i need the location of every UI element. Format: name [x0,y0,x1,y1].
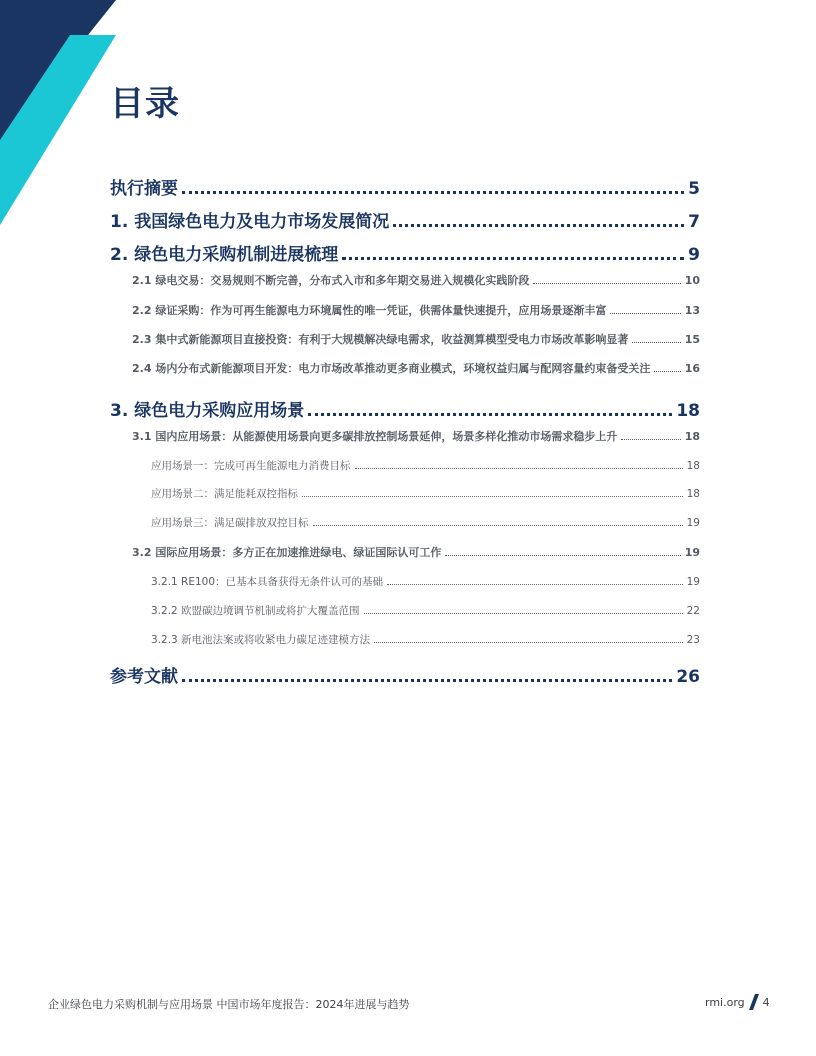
toc-entry-page: 5 [688,179,700,199]
toc-entry-page: 13 [684,304,700,317]
toc-leader-dots [313,525,683,526]
toc-leader-dots [364,613,683,614]
footer-page-info [705,994,770,1010]
toc-entry-executive-summary[interactable] [110,174,700,199]
toc-entry-chapter-2[interactable] [110,240,700,265]
toc-entry-section-2-1[interactable] [132,272,700,288]
toc-entry-section-2-3[interactable] [132,331,700,347]
slash-icon [749,994,759,1010]
footer-site[interactable]: rmi.org [705,995,745,1009]
toc-leader-dots [302,496,683,497]
toc-entry-chapter-1[interactable] [110,207,700,232]
toc-entry-chapter-3[interactable] [110,396,700,421]
toc-leader-dots [182,679,672,682]
toc-entry-page: 7 [688,212,700,232]
toc-entry-page: 19 [684,546,700,559]
toc-entry-label: 3.2 国际应用场景：多方正在加速推进绿电、绿证国际认可工作 [132,546,442,559]
toc-entry-page: 18 [684,430,700,443]
toc-leader-dots [621,439,680,440]
toc-entry-page: 19 [686,576,700,588]
toc-entry-label: 2.2 绿证采购：作为可再生能源电力环境属性的唯一凭证，供需体量快速提升，应用场景逐渐丰富 [132,304,607,317]
toc-leader-dots [355,468,683,469]
toc-entry-label: 3.2.3 新电池法案或将收紧电力碳足迹建模方法 [151,634,371,646]
toc-leader-dots [393,224,684,227]
toc-entry-page: 18 [686,488,700,500]
toc-entry-label: 1. 我国绿色电力及电力市场发展简况 [110,212,390,232]
toc-entry-label: 3. 绿色电力采购应用场景 [110,401,305,421]
toc-entry-label: 应用场景一：完成可再生能源电力消费目标 [151,460,351,472]
footer-page-number: 4 [762,995,770,1009]
footer-report-title: 企业绿色电力采购机制与应用场景 中国市场年度报告：2024年进展与趋势 [48,998,410,1011]
toc-leader-dots [632,342,680,343]
toc-entry-label: 3.1 国内应用场景：从能源使用场景向更多碳排放控制场景延伸，场景多样化推动市场需求稳步上升 [132,430,618,443]
toc-entry-page: 26 [676,667,700,687]
toc-entry-section-3-2-1[interactable] [151,574,700,589]
toc-entry-references[interactable] [110,662,700,687]
toc-leader-dots [387,584,683,585]
toc-entry-section-3-2-2[interactable] [151,603,700,618]
toc-entry-page: 18 [686,460,700,472]
toc-leader-dots [374,642,683,643]
toc-entry-label: 应用场景二：满足能耗双控指标 [151,488,298,500]
toc-entry-section-3-1[interactable] [132,428,700,444]
toc-leader-dots [533,283,680,284]
toc-entry-scenario-3[interactable] [151,515,700,530]
toc-entry-label: 2.3 集中式新能源项目直接投资：有利于大规模解决绿电需求，收益测算模型受电力市场改革影响显著 [132,333,629,346]
toc-entry-scenario-2[interactable] [151,486,700,501]
toc-leader-dots [654,371,680,372]
toc-entry-section-3-2[interactable] [132,544,700,560]
toc-entry-label: 3.2.2 欧盟碳边境调节机制或将扩大覆盖范围 [151,605,360,617]
toc-leader-dots [182,191,684,194]
toc-entry-page: 10 [684,274,700,287]
toc-entry-page: 22 [686,605,700,617]
toc-entry-label: 3.2.1 RE100：已基本具备获得无条件认可的基础 [151,576,384,588]
toc-entry-page: 18 [676,401,700,421]
toc-entry-page: 23 [686,634,700,646]
toc-entry-page: 16 [684,362,700,375]
toc-entry-label: 2.1 绿电交易：交易规则不断完善，分布式入市和多年期交易进入规模化实践阶段 [132,274,530,287]
toc-entry-label: 应用场景三：满足碳排放双控目标 [151,517,309,529]
toc-leader-dots [445,555,680,556]
toc-entry-label: 2.4 场内分布式新能源项目开发：电力市场改革推动更多商业模式，环境权益归属与配网容量约束备受关注 [132,362,651,375]
toc-entry-page: 15 [684,333,700,346]
page-title: 目录 [110,84,180,124]
toc-entry-section-2-4[interactable] [132,360,700,376]
toc-entry-label: 2. 绿色电力采购机制进展梳理 [110,245,339,265]
toc-entry-page: 19 [686,517,700,529]
toc-entry-scenario-1[interactable] [151,458,700,473]
toc-leader-dots [610,313,680,314]
toc-leader-dots [308,413,672,416]
toc-leader-dots [342,257,684,260]
toc-entry-section-2-2[interactable] [132,302,700,318]
toc-entry-page: 9 [688,245,700,265]
toc-entry-label: 参考文献 [110,667,178,687]
toc-entry-section-3-2-3[interactable] [151,632,700,647]
toc-entry-label: 执行摘要 [110,179,178,199]
